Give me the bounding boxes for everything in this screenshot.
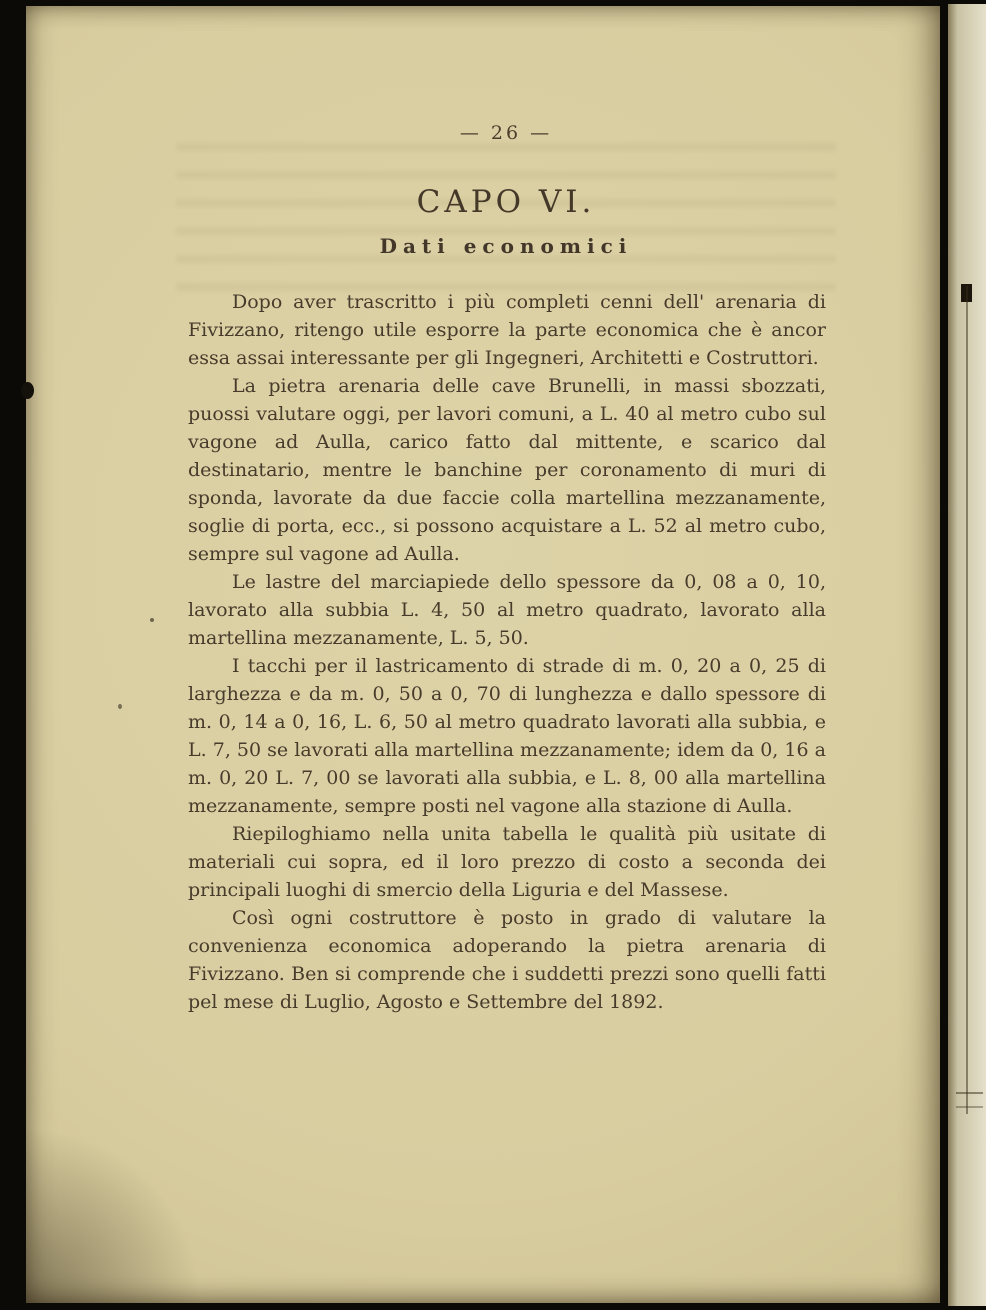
adjacent-page-rule (956, 1092, 983, 1094)
ink-speck (118, 704, 122, 709)
paragraph-6: Così ogni costruttore è posto in grado di valutare la convenienza economica adoperando la pietra arenaria di Fivizzano. Ben si comprende che i suddetti prezzi sono quelli fatti pel mese di Luglio, Agosto e Settembre del 1892. (188, 907, 826, 1013)
page-corner-shadow (26, 1113, 216, 1303)
paragraph-4: I tacchi per il lastricamento di strade di m. 0, 20 a 0, 25 di larghezza e da m. 0, 50 a 0, 70 di lunghezza e dallo spessore di m. 0, 14 a 0, 16, L. 6, 50 al metro quadrato lavorati alla subbia, e L. 7, 50 se lavorati alla martellina mezzanamente; idem da 0, 16 a m. 0, 20 L. 7, 00 se lavorati alla subbia, e L. 8, 00 alla martellina mezzanamente, sempre posti nel vagone alla stazione di Aulla. (188, 655, 826, 817)
chapter-title: CAPO VI. (416, 184, 596, 220)
page-number: — 26 — (459, 122, 553, 144)
book-page (26, 6, 940, 1303)
paragraph-5: Riepiloghiamo nella unita tabella le qualità più usitate di materiali cui sopra, ed il loro prezzo di costo a seconda dei principali luoghi di smercio della Liguria e del Massese. (188, 823, 826, 901)
paper-blemish (21, 382, 34, 399)
paragraph-1: Dopo aver trascritto i più completi cenni dell' arenaria di Fivizzano, ritengo utile esporre la parte economica che è ancor essa assai interessante per gli Ingegneri, Architetti e Costruttori. (188, 291, 826, 369)
ink-speck (150, 618, 154, 622)
paragraph-2: La pietra arenaria delle cave Brunelli, in massi sbozzati, puossi valutare oggi, per lavori comuni, a L. 40 al metro cubo sul vagone ad Aulla, carico fatto dal mittente, e scarico dal destinatario, mentre le banchine per coronamento di muri di sponda, lavorate da due faccie colla martellina mezzanamente, soglie di porta, ecc., si possono acquistare a L. 52 al metro cubo, sempre sul vagone ad Aulla. (188, 375, 826, 565)
body-text (188, 288, 826, 1016)
show-through-print (176, 134, 836, 309)
adjacent-page-edge (948, 4, 986, 1306)
paragraph-3: Le lastre del marciapiede dello spessore da 0, 08 a 0, 10, lavorato alla subbia L. 4, 50 al metro quadrato, lavorato alla martellina mezzanamente, L. 5, 50. (188, 571, 826, 649)
adjacent-page-table-border (966, 286, 968, 1114)
chapter-subtitle: Dati economici (379, 234, 633, 258)
adjacent-page-rule (956, 1106, 983, 1108)
